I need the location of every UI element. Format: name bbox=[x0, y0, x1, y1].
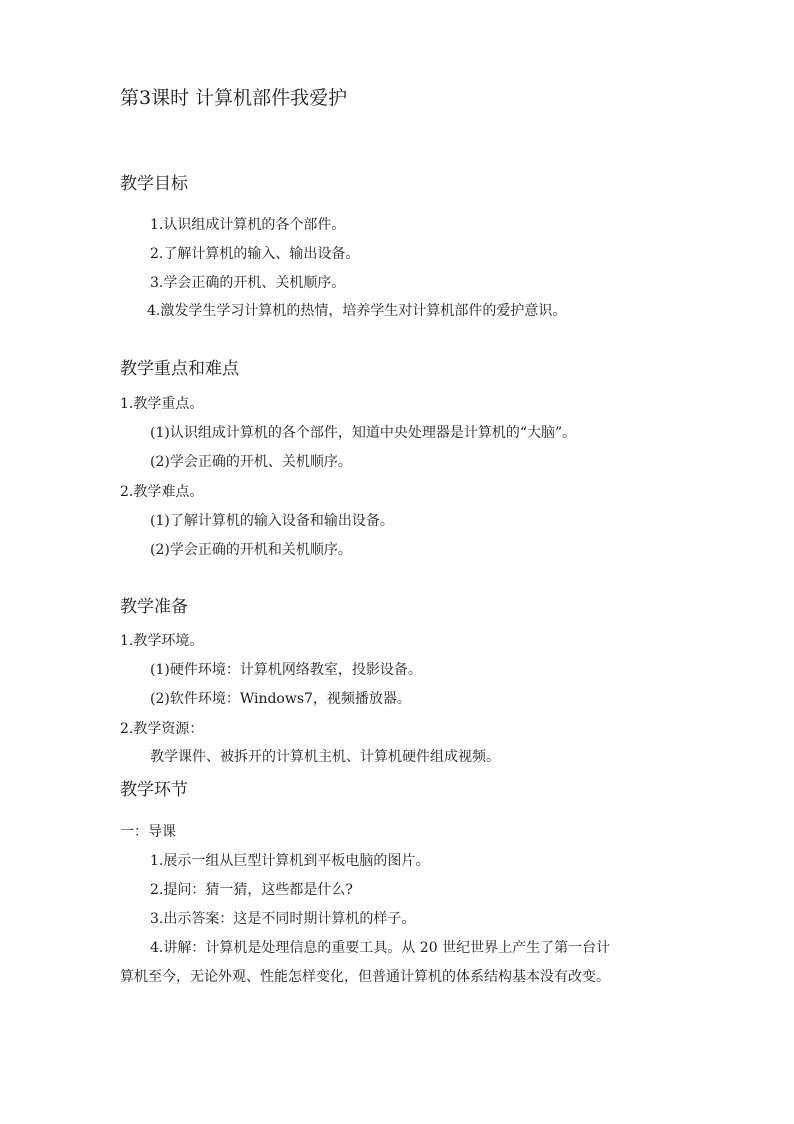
intro-paragraph-line-1: 4.讲解：计算机是处理信息的重要工具。从 20 世纪世界上产生了第一台计 bbox=[150, 940, 611, 956]
lesson-title: 第3课时 计算机部件我爱护 bbox=[120, 87, 348, 109]
key-point-item-1: (1)认识组成计算机的各个部件，知道中央处理器是计算机的“大脑”。 bbox=[150, 425, 577, 441]
environment-item-hardware: (1)硬件环境：计算机网络教室，投影设备。 bbox=[150, 662, 422, 678]
environment-label: 1.教学环境。 bbox=[120, 633, 204, 649]
environment-item-software: (2)软件环境：Windows7，视频播放器。 bbox=[150, 691, 411, 707]
key-points-label: 1.教学重点。 bbox=[120, 396, 204, 412]
intro-item-3: 3.出示答案：这是不同时期计算机的样子。 bbox=[150, 911, 416, 927]
key-points-heading: 教学重点和难点 bbox=[120, 359, 239, 379]
objective-item-2: 2.了解计算机的输入、输出设备。 bbox=[150, 246, 360, 262]
intro-section-label: 一：导课 bbox=[120, 824, 176, 840]
objective-item-3: 3.学会正确的开机、关机顺序。 bbox=[150, 275, 346, 291]
difficult-point-item-1: (1)了解计算机的输入设备和输出设备。 bbox=[150, 513, 394, 529]
objective-item-4: 4.激发学生学习计算机的热情，培养学生对计算机部件的爱护意识。 bbox=[147, 303, 567, 319]
difficult-point-item-2: (2)学会正确的开机和关机顺序。 bbox=[150, 542, 352, 558]
intro-paragraph-line-2: 算机至今，无论外观、性能怎样变化，但普通计算机的体系结构基本没有改变。 bbox=[120, 969, 610, 985]
resources-label: 2.教学资源： bbox=[120, 721, 204, 737]
process-heading: 教学环节 bbox=[120, 780, 188, 800]
preparation-heading: 教学准备 bbox=[120, 597, 188, 617]
objective-item-1: 1.认识组成计算机的各个部件。 bbox=[150, 217, 346, 233]
key-point-item-2: (2)学会正确的开机、关机顺序。 bbox=[150, 454, 352, 470]
resources-text: 教学课件、被拆开的计算机主机、计算机硬件组成视频。 bbox=[150, 749, 500, 765]
objectives-heading: 教学目标 bbox=[120, 174, 188, 194]
intro-item-2: 2.提问：猜一猜，这些都是什么? bbox=[150, 882, 353, 898]
difficult-points-label: 2.教学难点。 bbox=[120, 484, 204, 500]
intro-item-1: 1.展示一组从巨型计算机到平板电脑的图片。 bbox=[150, 853, 430, 869]
